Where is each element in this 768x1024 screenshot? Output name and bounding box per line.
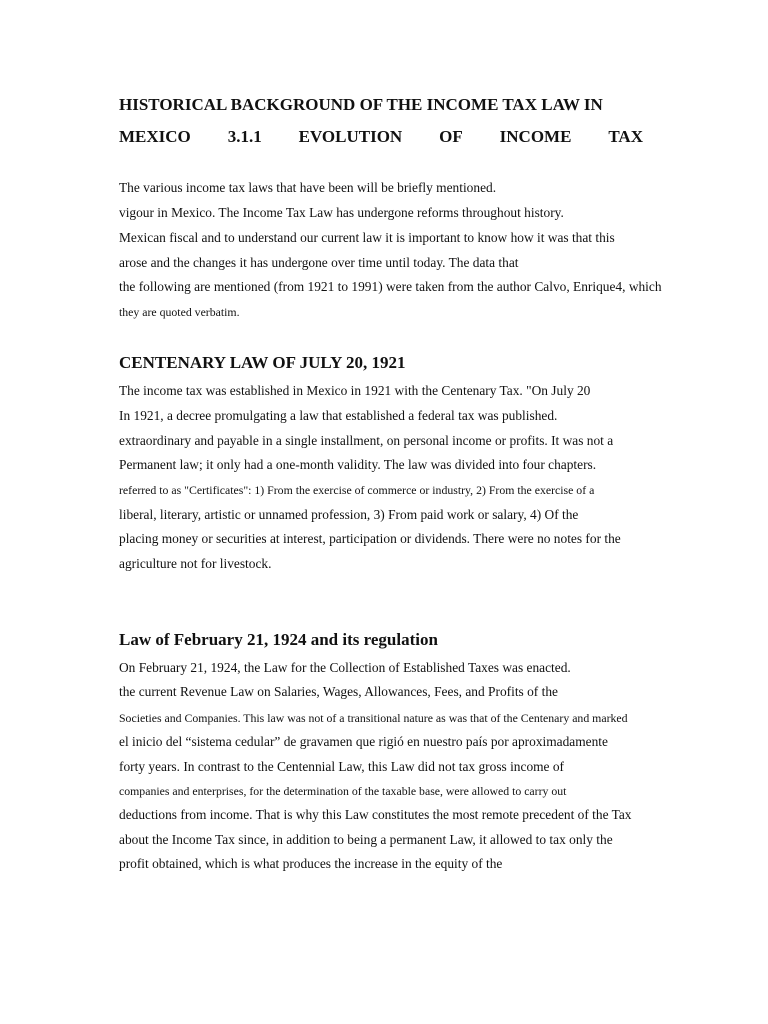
title-word: OF [439, 127, 463, 146]
text-line: el inicio del “sistema cedular” de gravamen que rigió en nuestro país por aproximadamente [119, 734, 608, 749]
section-heading-law-1924: Law of February 21, 1924 and its regulation [119, 630, 438, 649]
title-word: MEXICO [119, 127, 191, 146]
text-line: extraordinary and payable in a single installment, on personal income or profits. It was not a [119, 433, 614, 448]
text-line: placing money or securities at interest, participation or dividends. There were no notes for the [119, 531, 621, 546]
text-line: the current Revenue Law on Salaries, Wages, Allowances, Fees, and Profits of the [119, 684, 558, 699]
text-line: the following are mentioned (from 1921 to 1991) were taken from the author Calvo, Enrique4, which [119, 279, 662, 294]
text-line: forty years. In contrast to the Centennial Law, this Law did not tax gross income of [119, 759, 565, 774]
text-line: In 1921, a decree promulgating a law that established a federal tax was published. [119, 408, 558, 423]
title-word: TAX [608, 127, 643, 146]
text-line: deductions from income. That is why this Law constitutes the most remote precedent of the Tax [119, 807, 632, 822]
text-line: profit obtained, which is what produces the increase in the equity of the [119, 856, 503, 871]
text-line: arose and the changes it has undergone over time until today. The data that [119, 255, 519, 270]
title-word: INCOME [499, 127, 572, 146]
document-title-line-1: HISTORICAL BACKGROUND OF THE INCOME TAX LAW IN [119, 95, 603, 114]
text-line: companies and enterprises, for the determination of the taxable base, were allowed to carry out [119, 784, 567, 798]
text-line: Societies and Companies. This law was not of a transitional nature as was that of the Centenary and marked [119, 711, 628, 725]
title-word: EVOLUTION [298, 127, 403, 146]
text-line: Mexican fiscal and to understand our current law it is important to know how it was that this [119, 230, 615, 245]
text-line: The income tax was established in Mexico in 1921 with the Centenary Tax. "On July 20 [119, 383, 591, 398]
text-line: liberal, literary, artistic or unnamed profession, 3) From paid work or salary, 4) Of the [119, 507, 579, 522]
text-line: referred to as "Certificates": 1) From the exercise of commerce or industry, 2) From the exercise of a [119, 483, 595, 497]
text-line: vigour in Mexico. The Income Tax Law has undergone reforms throughout history. [119, 205, 564, 220]
text-line: Permanent law; it only had a one-month validity. The law was divided into four chapters. [119, 457, 597, 472]
title-word: 3.1.1 [227, 127, 262, 146]
text-line: about the Income Tax since, in addition to being a permanent Law, it allowed to tax only the [119, 832, 613, 847]
text-line: they are quoted verbatim. [119, 305, 240, 319]
section-heading-centenary-law: CENTENARY LAW OF JULY 20, 1921 [119, 353, 406, 372]
text-line: agriculture not for livestock. [119, 556, 272, 571]
text-line: The various income tax laws that have been will be briefly mentioned. [119, 180, 497, 195]
text-line: On February 21, 1924, the Law for the Collection of Established Taxes was enacted. [119, 660, 571, 675]
document-title-line-2 [119, 127, 643, 147]
